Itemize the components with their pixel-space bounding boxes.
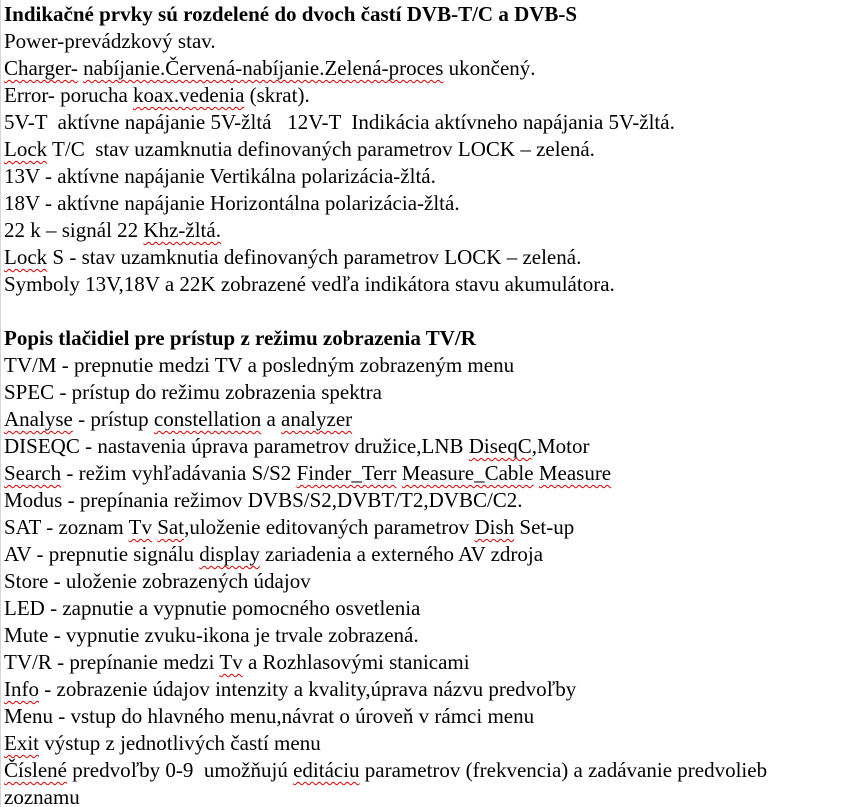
- text-line-7: [4, 163, 854, 190]
- misspelled-text: editáciu: [293, 758, 360, 782]
- misspelled-text: Číslené: [4, 758, 67, 782]
- text-line-14: [4, 352, 854, 379]
- text-line-13: [4, 325, 854, 352]
- text-line-28: [4, 730, 854, 757]
- misspelled-text: Finder_Terr: [296, 461, 397, 485]
- text-segment: Popis tlačidiel pre prístup z režimu zobrazenia TV/R: [4, 326, 476, 350]
- text-line-20: [4, 514, 854, 541]
- text-segment: Symboly 13V,18V a 22K zobrazené vedľa indikátora stavu akumulátora.: [4, 272, 615, 296]
- text-segment: 18V - aktívne napájanie Horizontálna polarizácia-žltá.: [4, 191, 460, 215]
- text-segment: a: [261, 407, 282, 431]
- text-line-8: [4, 190, 854, 217]
- text-segment: TV/M - prepnutie medzi TV a posledným zobrazeným menu: [4, 353, 515, 377]
- text-line-29: [4, 757, 854, 784]
- misspelled-text: Search: [4, 461, 62, 485]
- misspelled-text: display: [199, 542, 260, 566]
- misspelled-text: Khz-žltá.: [143, 218, 221, 242]
- text-segment: Modus - prepínania režimov DVBS/S2,DVBT/T2,DVBC/C2.: [4, 488, 523, 512]
- text-segment: 22 k – signál 22: [4, 218, 144, 242]
- misspelled-text: Charger-: [4, 56, 78, 80]
- misspelled-text: Measure_Cable: [401, 461, 534, 485]
- text-segment: Mute - vypnutie zvuku-ikona je trvale zobrazená.: [4, 623, 419, 647]
- text-segment: Indikačné prvky sú rozdelené do dvoch častí DVB-T/C a DVB-S: [4, 2, 578, 26]
- text-segment: TV/R - prepínanie medzi: [4, 650, 220, 674]
- text-line-16: [4, 406, 854, 433]
- misspelled-text: Exit: [4, 731, 39, 755]
- misspelled-text: Lock: [4, 137, 48, 161]
- text-line-25: [4, 649, 854, 676]
- text-segment: LED - zapnutie a vypnutie pomocného osvetlenia: [4, 596, 421, 620]
- text-segment: ,Motor: [531, 434, 590, 458]
- misspelled-text: Info: [4, 677, 39, 701]
- text-segment: - zobrazenie údajov intenzity a kvality,úprava názvu predvoľby: [39, 677, 577, 701]
- text-line-15: [4, 379, 854, 406]
- text-line-17: [4, 433, 854, 460]
- text-segment: Set-up: [514, 515, 575, 539]
- text-line-2: [4, 28, 854, 55]
- text-segment: výstup z jednotlivých častí menu: [39, 731, 321, 755]
- text-line-24: [4, 622, 854, 649]
- misspelled-text: nabíjanie.Červená-nabíjanie.Zelená-proces: [83, 56, 444, 80]
- text-segment: Power-prevádzkový stav.: [4, 29, 216, 53]
- text-segment: T/C stav uzamknutia definovaných parametrov LOCK – zelená.: [47, 137, 595, 161]
- text-line-5: [4, 109, 854, 136]
- text-line-30: [4, 784, 854, 807]
- text-segment: 13V - aktívne napájanie Vertikálna polarizácia-žltá.: [4, 164, 436, 188]
- text-line-3: [4, 55, 854, 82]
- text-segment: AV - prepnutie signálu: [4, 542, 200, 566]
- text-line-19: [4, 487, 854, 514]
- text-segment: - prístup: [72, 407, 154, 431]
- text-segment: zariadenia a externého AV zdroja: [259, 542, 544, 566]
- misspelled-text: Sat: [157, 515, 185, 539]
- text-line-27: [4, 703, 854, 730]
- misspelled-text: constellation: [153, 407, 262, 431]
- misspelled-text: koax.vedenia: [133, 83, 245, 107]
- misspelled-text: Analyse: [4, 407, 73, 431]
- text-segment: SPEC - prístup do režimu zobrazenia spektra: [4, 380, 382, 404]
- text-line-21: [4, 541, 854, 568]
- text-segment: 5V-T aktívne napájanie 5V-žltá 12V-T Indikácia aktívneho napájania 5V-žltá.: [4, 110, 675, 134]
- text-segment: predvoľby 0-9 umožňujú: [67, 758, 294, 782]
- text-segment: Error- porucha: [4, 83, 134, 107]
- text-segment: - režim vyhľadávania S/S2: [61, 461, 297, 485]
- text-line-4: [4, 82, 854, 109]
- misspelled-text: Tv: [128, 515, 152, 539]
- text-line-23: [4, 595, 854, 622]
- text-segment: zoznamu: [4, 785, 80, 807]
- text-segment: Menu - vstup do hlavného menu,návrat o úroveň v rámci menu: [4, 704, 535, 728]
- misspelled-text: analyzer: [281, 407, 353, 431]
- text-line-26: [4, 676, 854, 703]
- text-segment: S - stav uzamknutia definovaných parametrov LOCK – zelená.: [47, 245, 582, 269]
- text-segment: DISEQC - nastavenia úprava parametrov družice,LNB: [4, 434, 469, 458]
- text-segment: ,uloženie editovaných parametrov: [184, 515, 475, 539]
- text-line-10: [4, 244, 854, 271]
- text-line-9: [4, 217, 854, 244]
- text-segment: (skrat).: [244, 83, 310, 107]
- text-line-18: [4, 460, 854, 487]
- misspelled-text: Measure: [538, 461, 612, 485]
- misspelled-text: Lock: [4, 245, 48, 269]
- misspelled-text: Dish: [474, 515, 515, 539]
- text-segment: parametrov (frekvencia) a zadávanie predvolieb: [359, 758, 768, 782]
- misspelled-text: DiseqC: [468, 434, 532, 458]
- misspelled-text: Tv: [219, 650, 243, 674]
- text-line-22: [4, 568, 854, 595]
- text-segment: SAT - zoznam: [4, 515, 129, 539]
- text-line-1: [4, 1, 854, 28]
- text-line-12: [4, 298, 854, 325]
- text-segment: a Rozhlasovými stanicami: [242, 650, 470, 674]
- text-segment: Store - uloženie zobrazených údajov: [4, 569, 311, 593]
- text-segment: ukončený.: [443, 56, 536, 80]
- text-line-6: [4, 136, 854, 163]
- text-line-11: [4, 271, 854, 298]
